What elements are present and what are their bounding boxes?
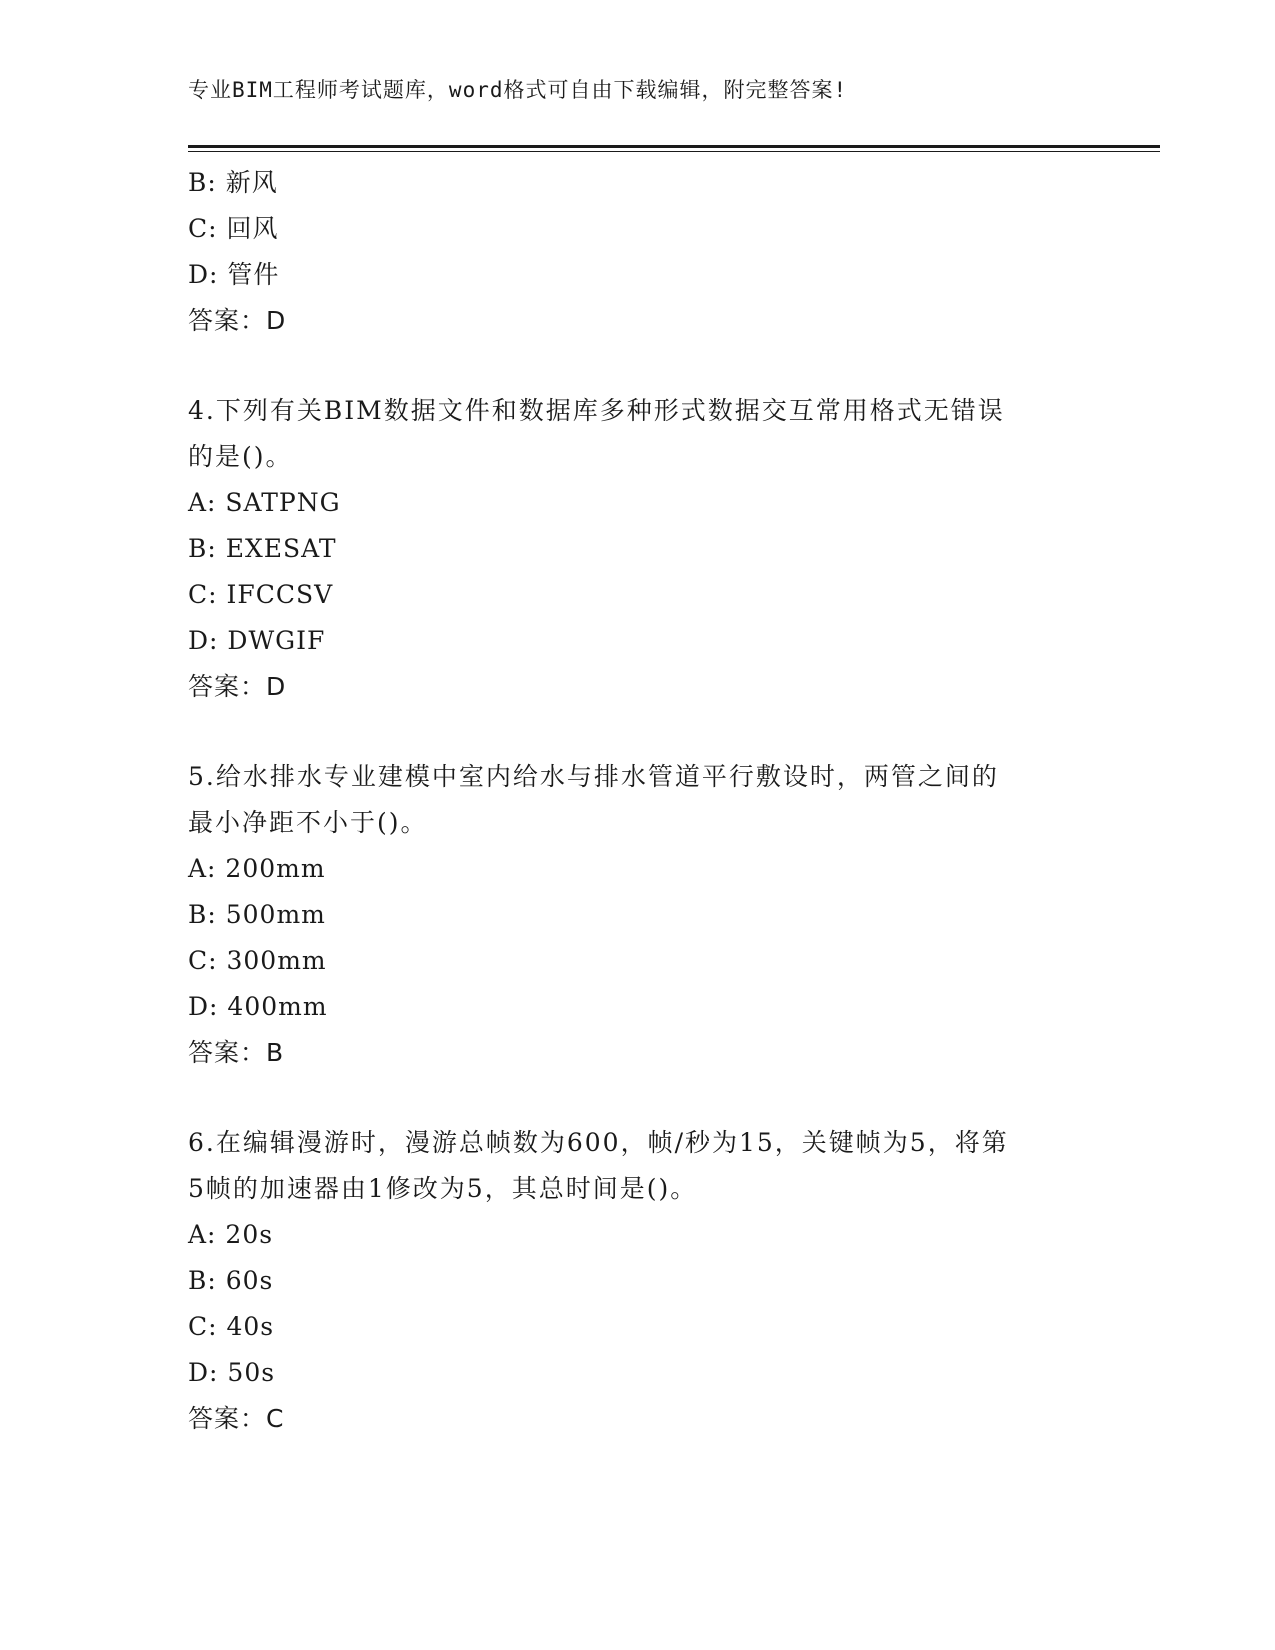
q4-stem-line1: 4.下列有关BIM数据文件和数据库多种形式数据交互常用格式无错误 [188, 396, 1005, 425]
spacer [188, 710, 1088, 754]
q5-stem-line2: 最小净距不小于()。 [188, 808, 428, 837]
q3-option-b: B: 新风 [188, 168, 278, 197]
question-3-continued [188, 160, 1088, 344]
question-4 [188, 388, 1088, 710]
q4-option-d: D: DWGIF [188, 626, 326, 655]
q6-option-a: A: 20s [188, 1220, 274, 1249]
q4-stem-line2: 的是()。 [188, 442, 293, 471]
q5-option-b: B: 500mm [188, 900, 326, 929]
q4-option-b: B: EXESAT [188, 534, 337, 563]
header-rule-thin [188, 151, 1160, 152]
q6-option-c: C: 40s [188, 1312, 275, 1341]
q5-stem-line1: 5.给水排水专业建模中室内给水与排水管道平行敷设时，两管之间的 [188, 762, 999, 791]
q4-answer: 答案：D [188, 672, 287, 701]
q6-option-d: D: 50s [188, 1358, 276, 1387]
q3-option-c: C: 回风 [188, 214, 279, 243]
q4-option-a: A: SATPNG [188, 488, 341, 517]
q5-answer: 答案：B [188, 1038, 285, 1067]
q5-option-d: D: 400mm [188, 992, 328, 1021]
q4-option-c: C: IFCCSV [188, 580, 334, 609]
question-5 [188, 754, 1088, 1076]
q6-answer: 答案：C [188, 1404, 285, 1433]
header-rule-thick [188, 145, 1160, 148]
q3-option-d: D: 管件 [188, 260, 280, 289]
page-header: 专业BIM工程师考试题库，word格式可自由下载编辑，附完整答案! [188, 78, 848, 102]
q5-option-a: A: 200mm [188, 854, 326, 883]
q6-stem-line1: 6.在编辑漫游时，漫游总帧数为600，帧/秒为15，关键帧为5，将第 [188, 1128, 1009, 1157]
q5-option-c: C: 300mm [188, 946, 327, 975]
q6-stem-line2: 5帧的加速器由1修改为5，其总时间是()。 [188, 1174, 698, 1203]
spacer [188, 344, 1088, 388]
question-6 [188, 1120, 1088, 1442]
question-list [188, 160, 1088, 1442]
spacer [188, 1076, 1088, 1120]
q6-option-b: B: 60s [188, 1266, 274, 1295]
q3-answer: 答案：D [188, 306, 287, 335]
